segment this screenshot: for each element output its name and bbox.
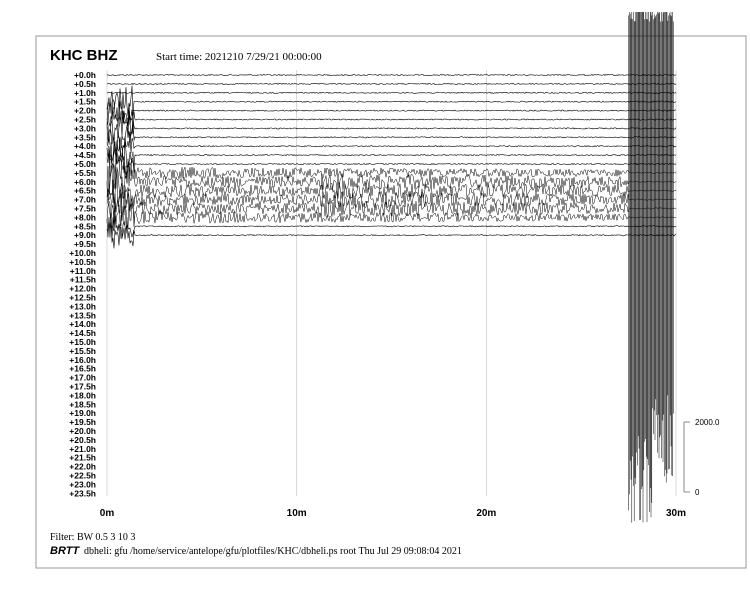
x-tick-label: 20m: [476, 508, 497, 519]
row-label: +18.0h: [69, 390, 96, 401]
brtt-logo: BRTT: [50, 545, 80, 557]
row-label: +22.0h: [69, 461, 96, 472]
row-label: +23.0h: [69, 479, 96, 490]
row-label: +12.5h: [69, 292, 96, 303]
row-label: +16.0h: [69, 354, 96, 365]
row-label: +6.5h: [74, 185, 96, 196]
row-label: +21.0h: [69, 443, 96, 454]
row-label: +10.5h: [69, 256, 96, 267]
row-label: +17.0h: [69, 372, 96, 383]
x-tick-label: 30m: [665, 508, 687, 519]
row-label: +4.5h: [74, 150, 96, 161]
row-label: +7.5h: [74, 203, 96, 214]
row-label: +17.5h: [69, 381, 96, 392]
row-label: +21.5h: [69, 452, 96, 463]
row-label: +8.0h: [74, 212, 96, 223]
row-label: +5.5h: [74, 167, 96, 178]
row-label: +22.5h: [69, 470, 96, 481]
scale-top-label: 2000.0: [695, 418, 720, 427]
x-tick-label: 10m: [286, 508, 307, 519]
row-label: +1.5h: [74, 96, 96, 107]
filter-label: Filter: BW 0.5 3 10 3: [50, 532, 136, 543]
row-label: +3.0h: [74, 123, 96, 134]
row-label: +19.0h: [69, 408, 96, 419]
start-time-label: Start time: 2021210 7/29/21 00:00:00: [156, 51, 322, 63]
row-label: +0.0h: [74, 70, 96, 80]
scale-bottom-label: 0: [695, 488, 700, 497]
row-label: +16.5h: [69, 363, 96, 374]
x-tick-label: 0m: [99, 508, 115, 519]
row-label: +0.5h: [74, 78, 96, 89]
row-label: +11.5h: [69, 274, 96, 285]
row-label: +10.0h: [69, 248, 96, 258]
row-label: +14.5h: [69, 328, 96, 339]
row-label: +7.0h: [74, 194, 96, 205]
row-label: +23.5h: [69, 488, 96, 499]
row-labels: [69, 70, 96, 498]
row-label: +9.0h: [74, 230, 96, 241]
row-label: +12.0h: [69, 283, 96, 294]
plot-frame: [36, 36, 746, 568]
row-label: +18.5h: [69, 399, 96, 410]
row-label: +1.0h: [74, 87, 96, 98]
row-label: +15.5h: [69, 345, 96, 356]
row-label: +19.5h: [69, 417, 96, 428]
row-label: +3.5h: [74, 132, 96, 143]
row-label: +11.0h: [69, 265, 96, 276]
row-label: +13.0h: [69, 301, 96, 312]
row-label: +9.5h: [74, 239, 96, 250]
row-label: +15.0h: [69, 337, 96, 347]
row-label: +6.0h: [74, 176, 96, 187]
command-line: dbheli: gfu /home/service/antelope/gfu/plotfiles/KHC/dbheli.ps root Thu Jul 29 09:08:04 2021: [84, 546, 462, 557]
row-label: +20.0h: [69, 426, 96, 436]
row-label: +2.5h: [74, 114, 96, 125]
station-title: KHC BHZ: [50, 47, 118, 64]
row-label: +20.5h: [69, 434, 96, 445]
row-label: +5.0h: [74, 159, 96, 169]
row-label: +13.5h: [69, 310, 96, 321]
row-label: +4.0h: [74, 141, 96, 152]
row-label: +14.0h: [69, 319, 96, 330]
row-label: +2.0h: [74, 105, 96, 116]
row-label: +8.5h: [74, 221, 96, 232]
